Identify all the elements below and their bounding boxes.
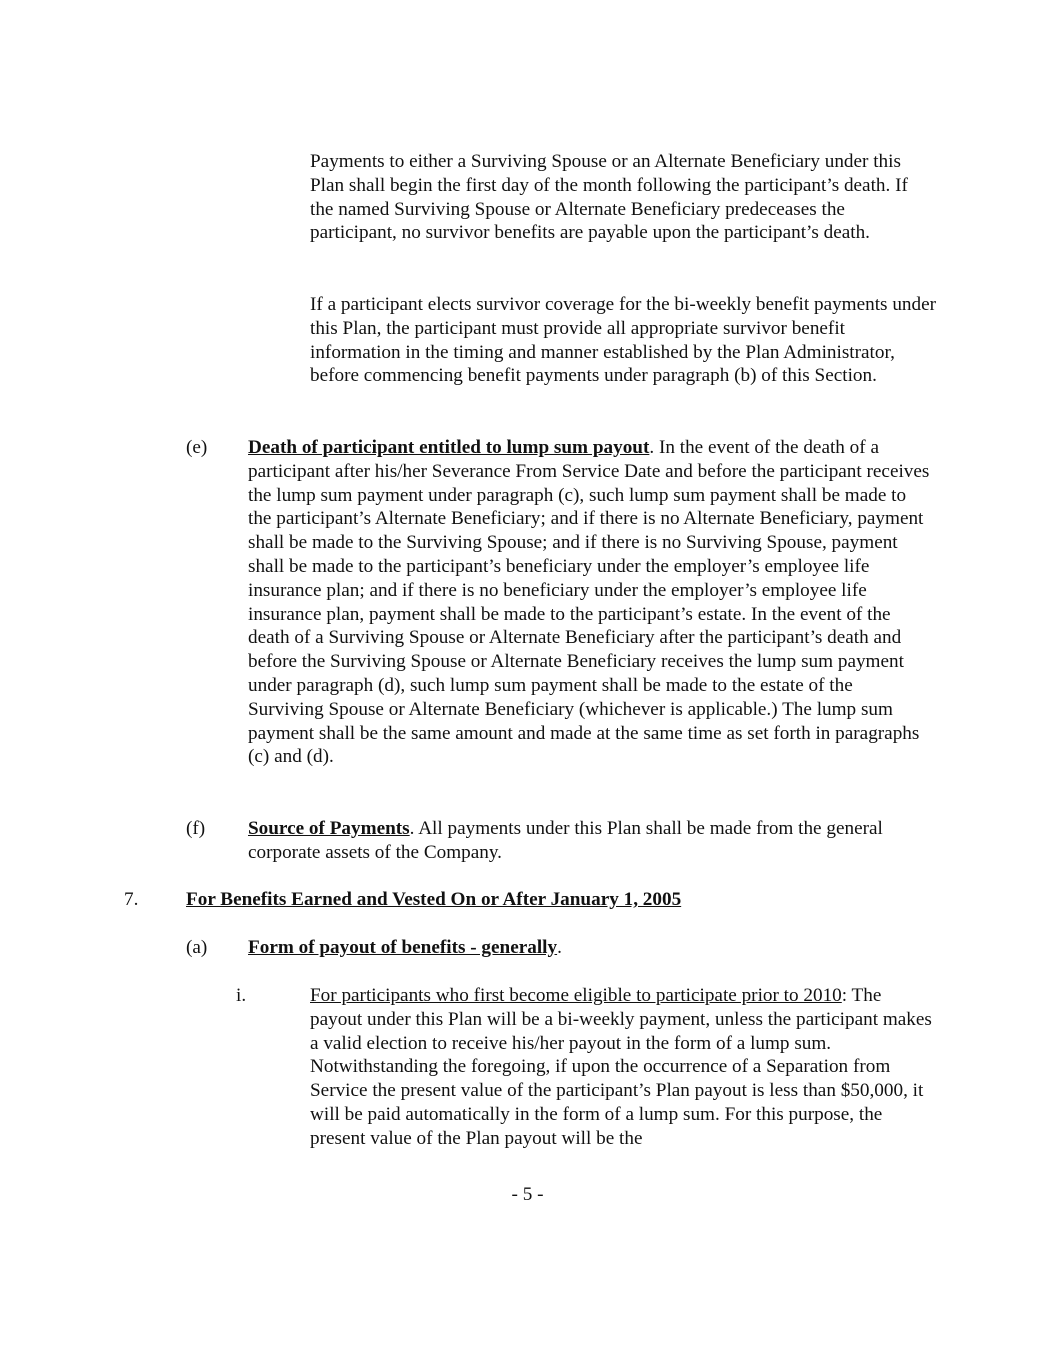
section-f-heading: Source of Payments: [248, 818, 410, 839]
section-f-label: (f): [186, 818, 206, 839]
section-e-body: . In the event of the death of a participant after his/her Severance From Service Date and before the participant receives the lump sum payment under paragraph (c), such lump sum payment shall be made to the participant’s Alternate Beneficiary; and if there is no Alternate Beneficiary, payment shall be made to the Surviving Spouse; and if there is no Surviving Spouse, payment shall be made to the participant’s beneficiary under the employer’s employee life insurance plan; and if there is no beneficiary under the employer’s employee life insurance plan, payment shall be made to the participant’s estate. In the event of the death of a Surviving Spouse or Alternate Beneficiary after the participant’s death and before the Surviving Spouse or Alternate Beneficiary receives the lump sum payment under paragraph (d), such lump sum payment shall be made to the estate of the Surviving Spouse or Alternate Beneficiary (whichever is applicable.) The lump sum payment shall be the same amount and made at the same time as set forth in paragraphs (c) and (d).: [248, 437, 930, 768]
paragraph-survivor-payments: Payments to either a Surviving Spouse or an Alternate Beneficiary under this Plan shall begin the first day of the month following the participant’s death. If the named Surviving Spouse or Alternate Beneficiary predeceases the participant, no survivor benefits are payable upon the participant’s death.: [310, 151, 908, 244]
item-i-paragraph: [310, 984, 935, 1151]
section-7a-paragraph: [248, 936, 848, 960]
section-e-heading: Death of participant entitled to lump sum payout: [248, 437, 650, 458]
section-7-heading: For Benefits Earned and Vested On or After January 1, 2005: [186, 889, 682, 910]
section-f-paragraph: [248, 817, 883, 865]
paragraph-survivor-coverage: If a participant elects survivor coverage for the bi-weekly benefit payments under this Plan, the participant must provide all appropriate survivor benefit information in the timing and manner established by the Plan Administrator, before commencing benefit payments under paragraph (b) of this Section.: [310, 294, 937, 387]
item-i-body: : The payout under this Plan will be a bi-weekly payment, unless the participant makes a valid election to receive his/her payout in the form of a lump sum. Notwithstanding the foregoing, if upon the occurrence of a Separation from Service the present value of the participant’s Plan payout is less than $50,000, it will be paid automatically in the form of a lump sum. For this purpose, the present value of the Plan payout will be the: [310, 985, 932, 1149]
section-e-label: (e): [186, 437, 208, 458]
section-7-number: 7.: [124, 889, 139, 910]
section-7a-label: (a): [186, 937, 208, 958]
item-i-label: i.: [236, 985, 247, 1006]
section-f-body: . All payments under this Plan shall be made from the general corporate assets of the Company.: [248, 818, 883, 863]
section-7a-trail: .: [557, 937, 562, 958]
section-e-paragraph: [248, 436, 933, 769]
section-7a-heading: Form of payout of benefits - generally: [248, 937, 558, 958]
page-number: - 5 -: [511, 1184, 544, 1205]
item-i-lead: For participants who first become eligible to participate prior to 2010: [310, 985, 842, 1006]
